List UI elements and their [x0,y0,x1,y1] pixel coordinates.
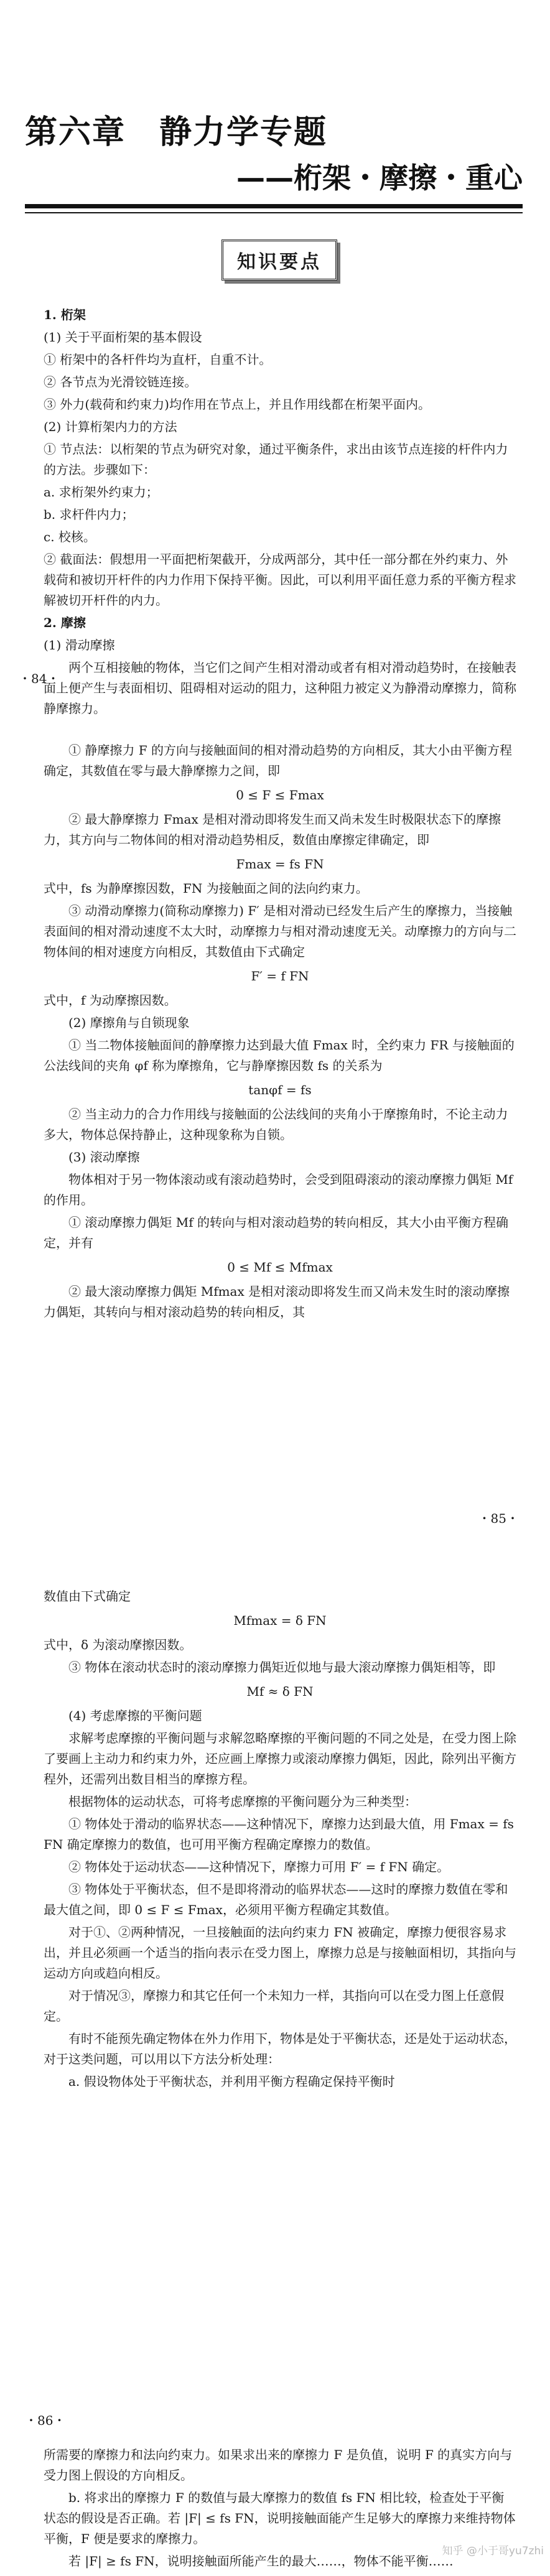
formula: 0 ≤ Mf ≤ Mfmax [227,1260,333,1275]
paragraph: ① 桁架中的各杆件均为直杆，自重不计。 [44,352,272,367]
paragraph: ① 静摩擦力 F 的方向与接触面间的相对滑动趋势的方向相反，其大小由平衡方程确定，其数值在零与最大静摩擦力之间，即 [44,743,512,778]
paragraph: ① 滚动摩擦力偶矩 Mf 的转向与相对滚动趋势的转向相反，其大小由平衡方程确定，并有 [44,1215,508,1250]
paragraph: c. 校核。 [44,529,96,544]
chapter-title: 第六章 静力学专题 [25,114,328,151]
paragraph: ① 物体处于滑动的临界状态——这种情况下，摩擦力达到最大值，用 Fmax = fs FN 确定摩擦力的数值，也可用平衡方程确定摩擦力的数值。 [44,1816,514,1852]
formula: Mfmax = δ FN [233,1613,327,1628]
formula: 0 ≤ F ≤ Fmax [236,788,324,802]
paragraph: 式中，f 为动摩擦因数。 [44,993,177,1008]
paragraph: 所需要的摩擦力和法向约束力。如果求出来的摩擦力 F 是负值，说明 F 的真实方向与受力图上假设的方向相反。 [44,2447,513,2483]
chapter-subtitle: ——桁架・摩擦・重心 [236,161,523,195]
section-box-title: 知识要点 [221,239,337,281]
page-number: ・85・ [478,1511,519,1526]
page-87 [0,2445,550,2576]
paragraph: b. 将求出的摩擦力 F 的数值与最大摩擦力的数值 fs FN 相比较，检查处于平衡状态的假设是否正确。若 |F| ≤ fs FN，说明接触面能产生足够大的摩擦力来维持物体平衡，F 便是要求的摩擦力。 [44,2490,516,2546]
paragraph: ② 截面法：假想用一平面把桁架截开，分成两部分，其中任一部分都在外约束力、外载荷和被切开杆件的内力作用下保持平衡。因此，可以利用平面任意力系的平衡方程求解被切开杆件的内力。 [44,552,516,608]
paragraph: 若 |F| ≥ fs FN，说明接触面所能产生的最大……，物体不能平衡…… [68,2554,454,2569]
heading-truss: 1. 桁架 [44,307,86,322]
page-84-body [44,305,516,721]
paragraph: (1) 滑动摩擦 [44,638,115,653]
paragraph: (4) 考虑摩擦的平衡问题 [68,1708,202,1723]
formula: tanφf = fs [248,1082,312,1097]
paragraph: 对于①、②两种情况，一旦接触面的法向约束力 FN 被确定，摩擦力便很容易求出，并且必须画一个适当的指向表示在受力图上，摩擦力总是与接触面相切，其指向与运动方向或趋向相反。 [44,1925,516,1981]
paragraph: 对于情况③，摩擦力和其它任何一个未知力一样，其指向可以在受力图上任意假定。 [44,1988,504,2024]
paragraph: 求解考虑摩擦的平衡问题与求解忽略摩擦的平衡问题的不同之处是，在受力图上除了要画上主动力和约束力外，还应画上摩擦力或滚动摩擦力偶矩，因此，除列出平衡方程外，还需列出数目相当的摩擦方程。 [44,1731,516,1787]
page-number: ・84・ [19,671,60,686]
paragraph: a. 求桁架外约束力； [44,485,159,500]
paragraph: 式中，δ 为滚动摩擦因数。 [44,1637,192,1652]
paragraph: ② 最大滚动摩擦力偶矩 Mfmax 是相对滚动即将发生而又尚未发生时的滚动摩擦力偶矩，其转向与相对滚动趋势的转向相反，其 [44,1284,510,1319]
heading-friction: 2. 摩擦 [44,615,86,630]
paragraph: ① 当二物体接触面间的静摩擦力达到最大值 Fmax 时，全约束力 FR 与接触面的公法线间的夹角 φf 称为摩擦角，它与静摩擦因数 fs 的关系为 [44,1038,515,1073]
watermark: 知乎 @小于哥yu7zhi [442,2545,544,2557]
paragraph: b. 求杆件内力； [44,507,134,522]
page-86-body [44,1586,516,2094]
formula: Mf ≈ δ FN [246,1684,314,1699]
paragraph: ③ 物体处于平衡状态，但不是即将滑动的临界状态——这时的摩擦力数值在零和最大值之间，即 0 ≤ F ≤ Fmax，必须用平衡方程确定其数值。 [44,1882,508,1917]
paragraph: 数值由下式确定 [44,1589,131,1604]
page-number: ・86・ [25,2413,66,2428]
paragraph: ③ 物体在滚动状态时的滚动摩擦力偶矩近似地与最大滚动摩擦力偶矩相等，即 [68,1660,496,1675]
paragraph: ② 最大静摩擦力 Fmax 是相对滑动即将发生而又尚未发生时极限状态下的摩擦力，其方向与二物体间的相对滑动趋势相反，数值由摩擦定律确定，即 [44,812,501,847]
paragraph: (2) 摩擦角与自锁现象 [68,1015,190,1030]
paragraph: ② 当主动力的合力作用线与接触面的公法线间的夹角小于摩擦角时，不论主动力多大，物体总保持静止，这种现象称为自锁。 [44,1107,508,1142]
paragraph: 有时不能预先确定物体在外力作用下，物体是处于平衡状态，还是处于运动状态，对于这类问题，可以用以下方法分析处理： [44,2031,516,2067]
title-rule-thick [25,204,523,208]
page-85-body [44,740,516,1324]
paragraph: (1) 关于平面桁架的基本假设 [44,330,202,345]
paragraph: 式中，fs 为静摩擦因数，FN 为接触面之间的法向约束力。 [44,881,368,896]
paragraph: ③ 外力(载荷和约束力)均作用在节点上，并且作用线都在桁架平面内。 [44,397,431,412]
formula: F′ = f FN [251,969,309,983]
formula: Fmax = fs FN [236,857,324,872]
title-rule-thin [25,212,523,213]
paragraph: ③ 动滑动摩擦力(简称动摩擦力) F′ 是相对滑动已经发生后产生的摩擦力，当接触表面间的相对滑动速度不太大时，动摩擦力与相对滑动速度无关。动摩擦力的方向与二物体间的相对速度方向相反，其数值由下式确定 [44,903,516,959]
paragraph: 根据物体的运动状态，可将考虑摩擦的平衡问题分为三种类型： [68,1794,417,1809]
paragraph: (3) 滚动摩擦 [68,1150,140,1165]
page-86 [0,1574,550,2439]
paragraph: ① 节点法：以桁架的节点为研究对象，通过平衡条件，求出由该节点连接的杆件内力的方法。步骤如下： [44,442,508,477]
paragraph: (2) 计算桁架内力的方法 [44,419,177,434]
page-84 [0,0,550,716]
paragraph: a. 假设物体处于平衡状态，并利用平衡方程确定保持平衡时 [68,2074,395,2089]
paragraph: ② 物体处于运动状态——这种情况下，摩擦力可用 F′ = f FN 确定。 [68,1859,450,1874]
paragraph: ② 各节点为光滑铰链连接。 [44,374,197,389]
page-85 [0,715,550,1537]
paragraph: 物体相对于另一物体滚动或有滚动趋势时，会受到阻碍滚动的滚动摩擦力偶矩 Mf 的作用。 [44,1172,513,1207]
paragraph: 两个互相接触的物体，当它们之间产生相对滑动或者有相对滑动趋势时，在接触表面上便产生与表面相切、阻碍相对运动的阻力，这种阻力被定义为静滑动摩擦力，简称静摩擦力。 [44,660,516,716]
